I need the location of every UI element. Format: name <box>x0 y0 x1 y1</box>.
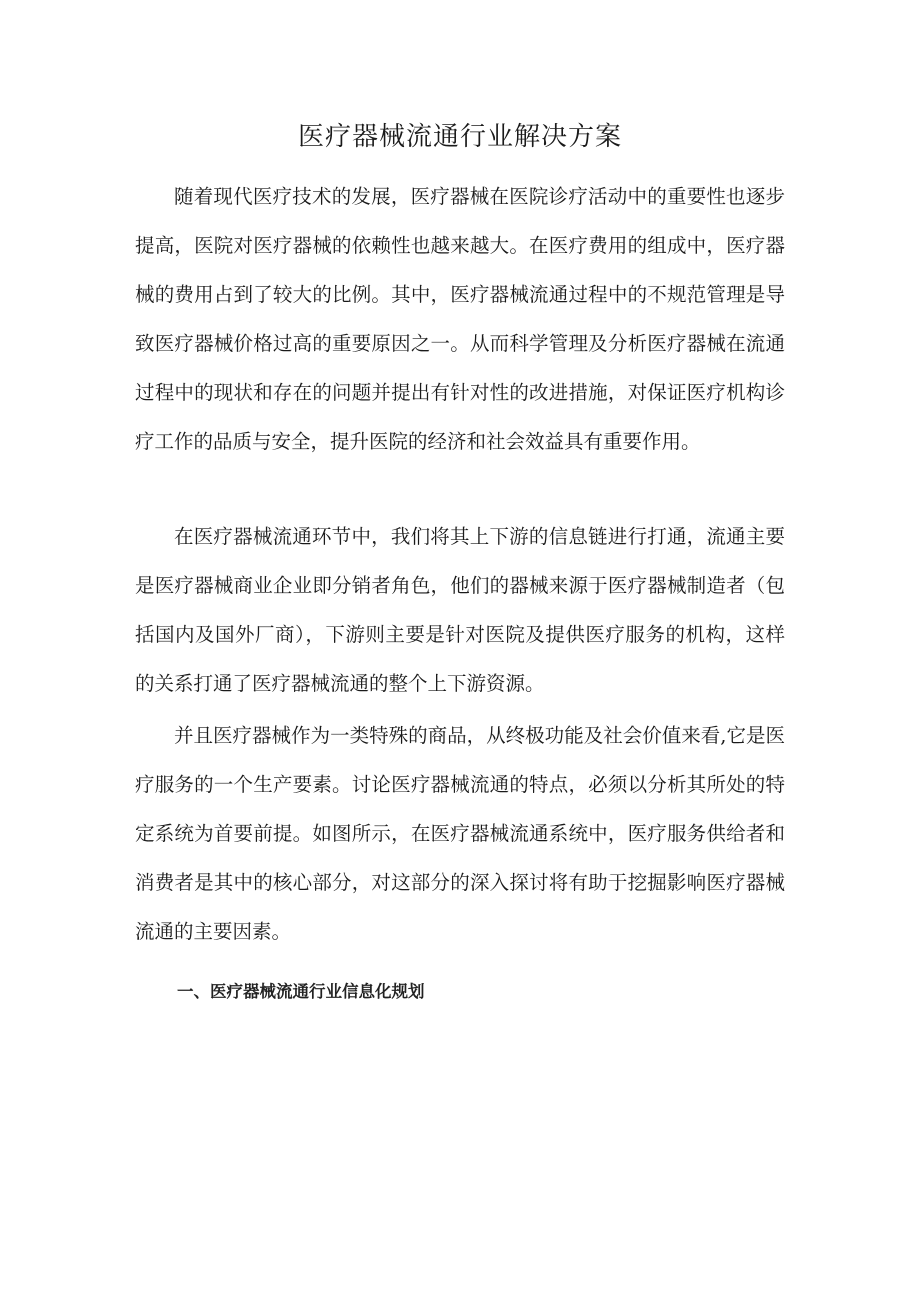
document-title: 医疗器械流通行业解决方案 <box>297 122 622 152</box>
section-heading-informatization: 一、医疗器械流通行业信息化规划 <box>177 982 425 1001</box>
paragraph-supply-chain: 在医疗器械流通环节中，我们将其上下游的信息链进行打通，流通主要是医疗器械商业企业即分销者角色，他们的器械来源于医疗器械制造者（包括国内及国外厂商），下游则主要是针对医院及提供医疗服务的机构，这样的关系打通了医疗器械流通的整个上下游资源。 <box>135 525 785 695</box>
paragraph-intro: 随着现代医疗技术的发展，医疗器械在医院诊疗活动中的重要性也逐步提高，医院对医疗器械的依赖性也越来越大。在医疗费用的组成中，医疗器械的费用占到了较大的比例。其中，医疗器械流通过程中的不规范管理是导致医疗器械价格过高的重要原因之一。从而科学管理及分析医疗器械在流通过程中的现状和存在的问题并提出有针对性的改进措施，对保证医疗机构诊疗工作的品质与安全，提升医院的经济和社会效益具有重要作用。 <box>135 185 785 453</box>
paragraph-system-analysis: 并且医疗器械作为一类特殊的商品，从终极功能及社会价值来看,它是医疗服务的一个生产要素。讨论医疗器械流通的特点，必须以分析其所处的特定系统为首要前提。如图所示，在医疗器械流通系统中，医疗服务供给者和消费者是其中的核心部分，对这部分的深入探讨将有助于挖掘影响医疗器械流通的主要因素。 <box>135 724 785 943</box>
